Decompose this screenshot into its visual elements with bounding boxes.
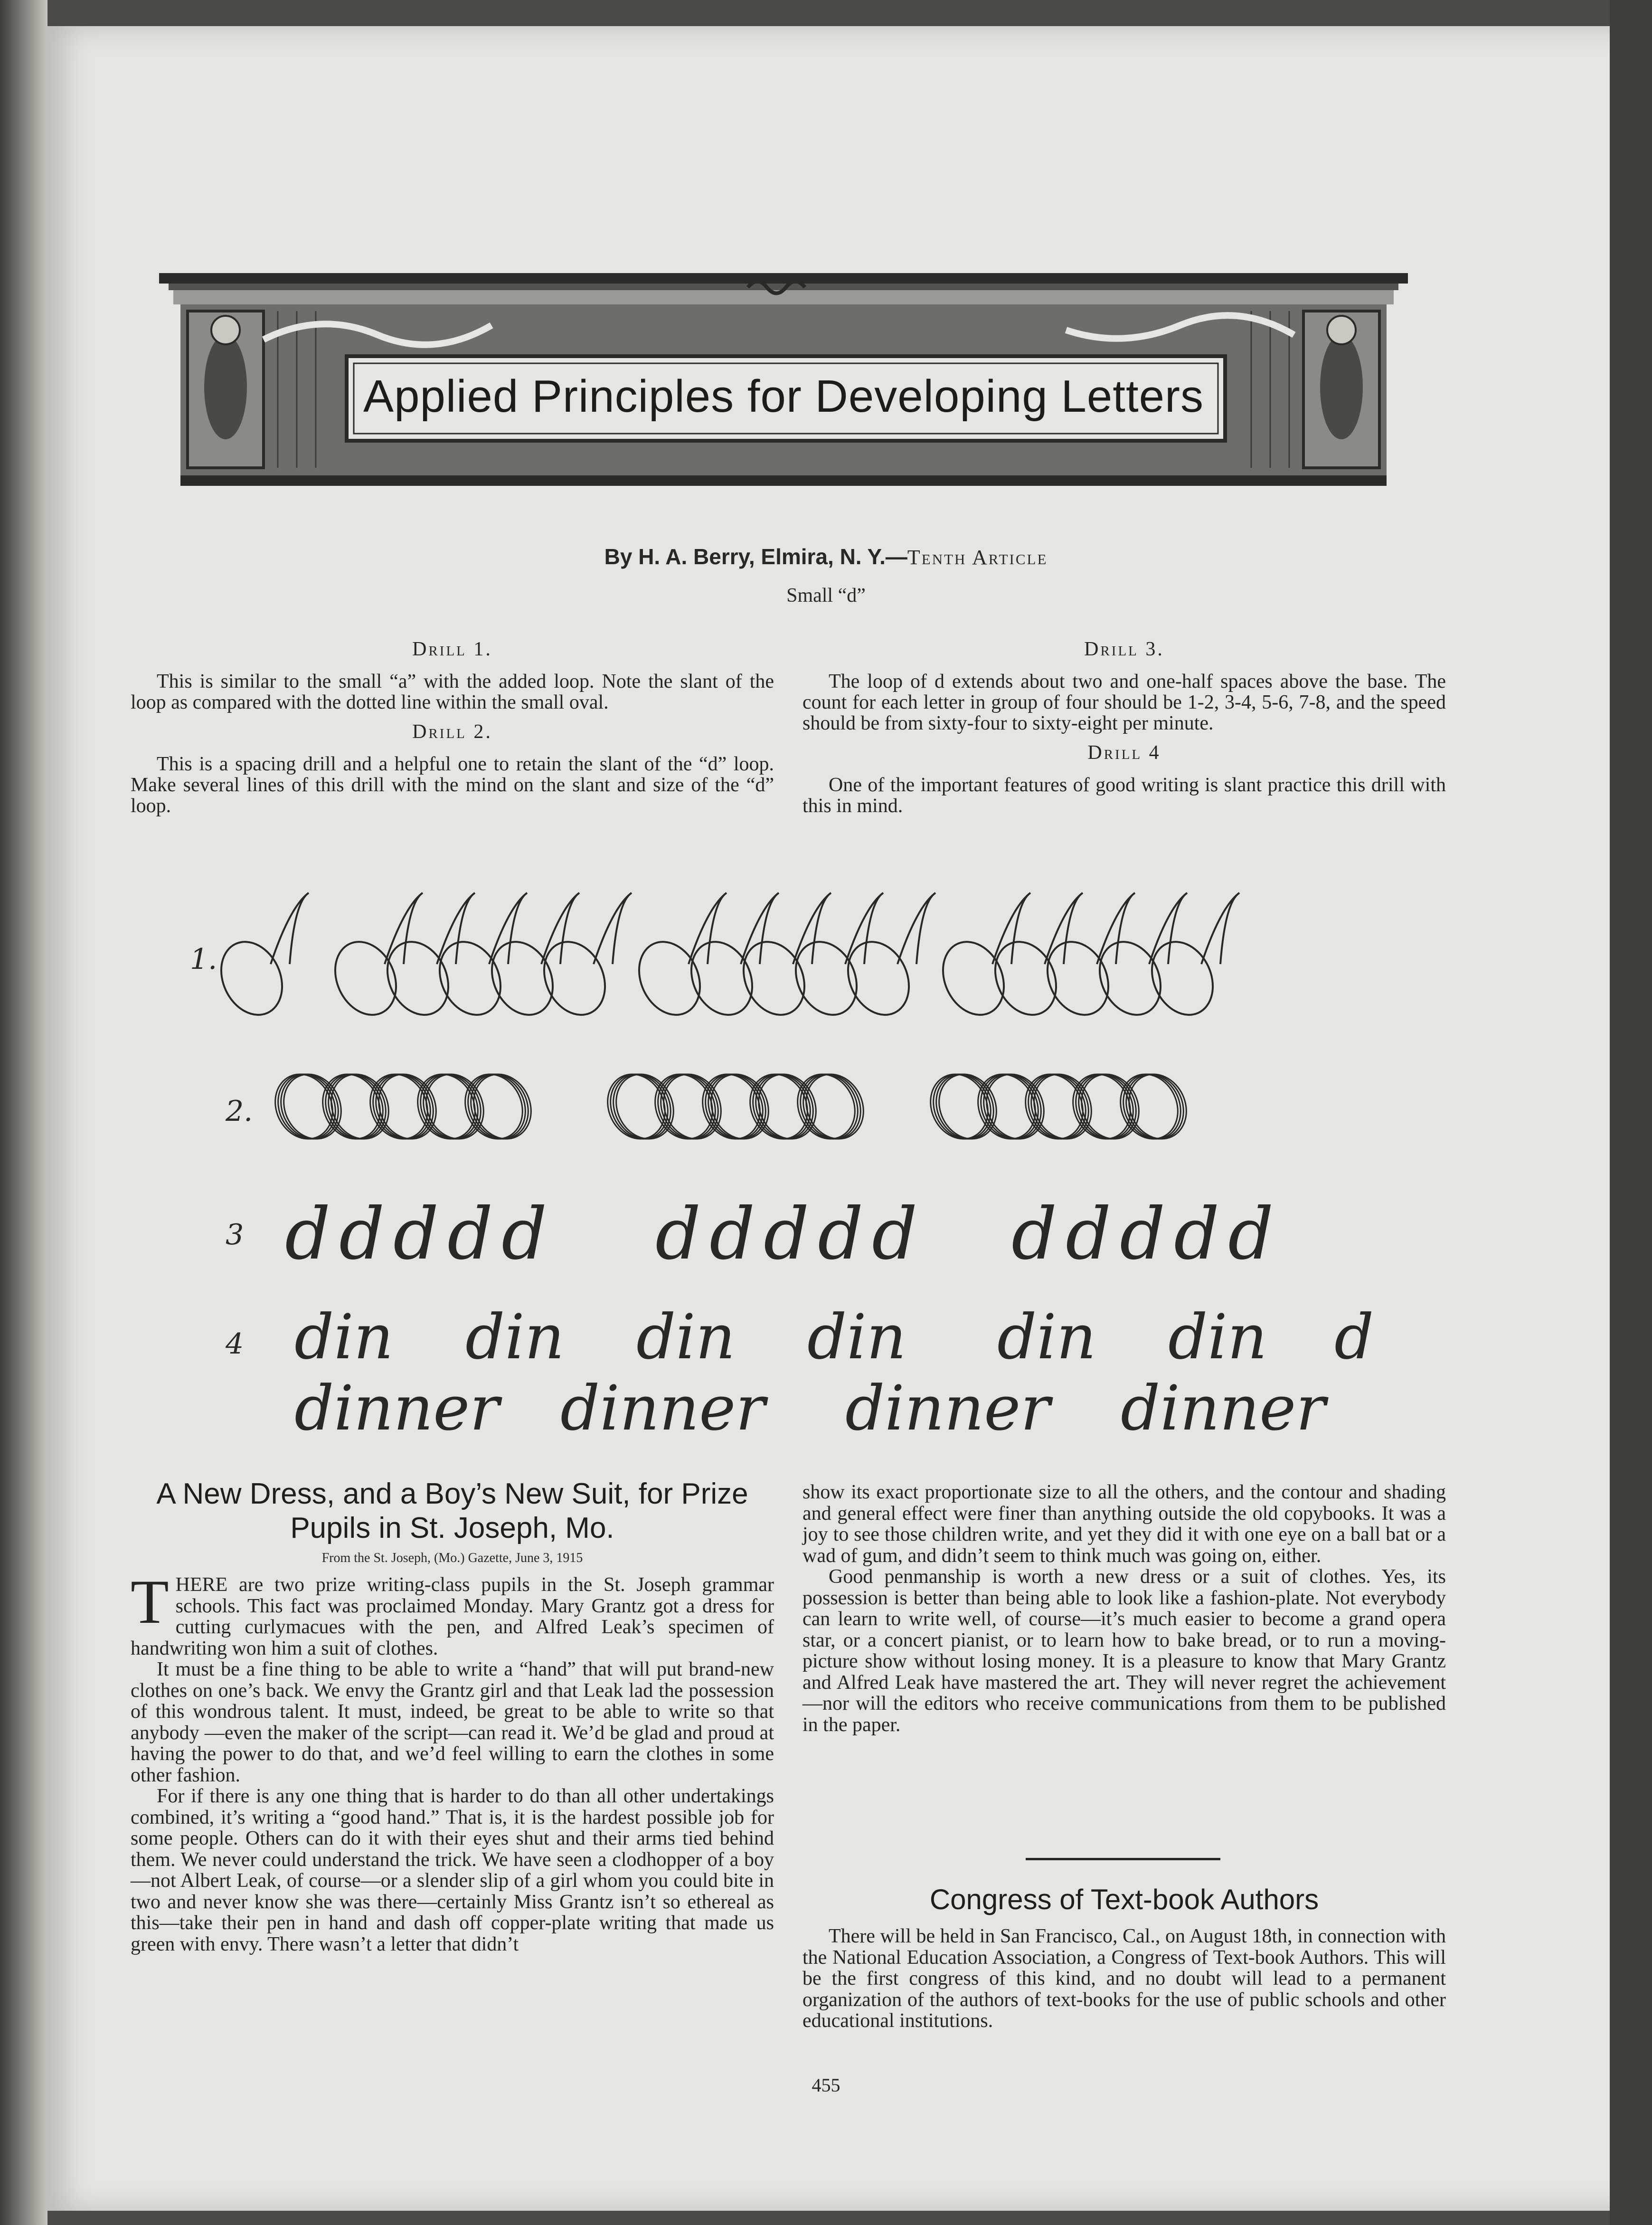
drill-1-loop [385, 893, 423, 964]
drill-1-oval [210, 932, 293, 1025]
book-gutter [0, 0, 47, 2225]
drill-1-loop [897, 893, 935, 964]
drill-4-text: One of the important features of good writing is slant practice this drill with this in mind. [802, 774, 1446, 817]
drill-4-word: din [997, 1301, 1096, 1373]
drill-2-heading: Drill 2. [412, 721, 492, 743]
drill-1-loop [541, 893, 579, 964]
byline [0, 544, 1652, 569]
page-number: 455 [812, 2074, 840, 2096]
drill-1-loop [1149, 893, 1187, 964]
drill-3-group-2: ddddd [655, 1193, 926, 1276]
drill-1-loop [1045, 893, 1083, 964]
series-label: Tenth Article [907, 546, 1048, 569]
article-headline: A New Dress, and a Boy’s New Suit, for Prize Pupils in St. Joseph, Mo. [156, 1477, 748, 1544]
article-title: Applied Principles for Developing Letters [363, 371, 1204, 422]
drill-1-loop [489, 893, 527, 964]
drill-3-heading: Drill 3. [1084, 638, 1164, 660]
drill-1-oval [628, 932, 711, 1025]
drill-1-loop [845, 893, 883, 964]
author: By H. A. Berry, Elmira, N. Y.— [604, 544, 907, 569]
drill-1-text: This is similar to the small “a” with the added loop. Note the slant of the loop as compared with the dotted line within the small oval. [131, 671, 774, 713]
drill-1-oval [932, 932, 1015, 1025]
drill-1-oval [1088, 932, 1172, 1025]
drill-1-label: 1. [190, 943, 217, 976]
drill-4-word: dinner [1121, 1372, 1326, 1439]
drill-2-text: This is a spacing drill and a helpful one to retain the slant of the “d” loop. Make several lines of this drill with the mind on the slant and size of the “d” loop. [131, 753, 774, 817]
article-left-column [131, 1567, 774, 1955]
drill-3-group-1: ddddd [285, 1193, 556, 1276]
drill-1-oval [376, 932, 460, 1025]
drill-4-word: din [1168, 1301, 1267, 1373]
drill-1-heading: Drill 1. [412, 638, 492, 660]
drill-2-oval [600, 1065, 678, 1148]
drill-1-oval [324, 932, 407, 1025]
article-paragraph-3: For if there is any one thing that is harder to do than all other undertakings combined, it’s writing a “good hand.” That is, it is the hardest possible job for some people. Others can do it with their eyes shut and their arms tied behind them. We never could understand the trick. We have seen a clodhopper of a boy—not Albert Leak, of course—or a slender slip of a girl whom you could bite in two and never know she was there—certainly Miss Grantz isn’t so ethereal as this—take their pen in hand and dash off copper-plate writing that made us green with envy. There wasn’t a letter that didn’t [131, 1785, 774, 1955]
drill-4-word: din [636, 1301, 736, 1373]
scan-background-edge [1610, 0, 1652, 2225]
drill-4-word: dinner [845, 1372, 1050, 1439]
penmanship-specimen [180, 883, 1415, 1439]
drill-4-word: dinner [294, 1372, 500, 1439]
article-paragraph-2: It must be a fine thing to be able to write a “hand” that will put brand-new clothes on one’s back. We envy the Grantz girl and that Leak lad the possession of this wondrous talent. It must, indeed, be great to be able to write so that anybody —even the maker of the script—can read it. We’d be glad and proud at having the power to do that, and we’d feel willing to earn the clothes in some other fashion. [131, 1658, 774, 1786]
drill-4-word: din [294, 1301, 394, 1373]
drill-4-label: 4 [226, 1327, 244, 1361]
dropcap: T [131, 1567, 169, 1637]
drill-1-loop [741, 893, 779, 964]
section-divider [1026, 1858, 1220, 1860]
drill-1-loop [437, 893, 475, 964]
drill-2-oval [1116, 1065, 1194, 1148]
drill-1-loop [1097, 893, 1135, 964]
drill-1-oval [481, 932, 564, 1025]
drill-1-oval [732, 932, 816, 1025]
drill-4-word: d [1334, 1301, 1374, 1373]
subtitle: Small “d” [786, 585, 866, 606]
drill-1-oval [1036, 932, 1120, 1025]
drill-2-oval [268, 1065, 346, 1148]
drill-1-loop [594, 893, 632, 964]
drill-4-heading: Drill 4 [1087, 742, 1161, 764]
drills-right-column [802, 639, 1446, 816]
article-paragraph-4: show its exact proportionate size to all the others, and the contour and shading and general effect were finer than anything outside the old copybooks. It was a joy to see those children write, and yet they did it with one eye on a ball bat or a wad of gum, and didn’t seem to think much was going on, either. [802, 1481, 1446, 1567]
congress-column [802, 1926, 1446, 2032]
drill-1-loop [992, 893, 1030, 964]
article-paragraph-1: THERE are two prize writing-class pupils in the St. Joseph grammar schools. This fact was proclaimed Monday. Mary Grantz got a dress for cutting curlymacues with the pen, and Alfred Leak’s specimen of handwriting won him a suit of clothes. [131, 1567, 774, 1659]
drill-1-oval [1141, 932, 1224, 1025]
drill-2-oval [923, 1065, 1001, 1148]
article-paragraph-5: Good penmanship is worth a new dress or a suit of clothes. Yes, its possession is better than being able to look like a fashion-plate. Not everybody can learn to write well, of course—it’s much easier to become a grand opera star, or a concert pianist, or to learn how to bake bread, or to run a moving-picture show without losing money. It is a pleasure to know that Mary Grantz and Alfred Leak have mastered the art. They will never regret the achievement—nor will the editors who receive communications from them to be published in the paper. [802, 1566, 1446, 1736]
congress-text: There will be held in San Francisco, Cal., on August 18th, in connection with the National Education Association, a Congress of Text-book Authors. This will be the first congress of this kind, and no doubt will lead to a permanent organization of the authors of text-books for the use of public schools and other educational institutions. [802, 1925, 1446, 2032]
article-source: From the St. Joseph, (Mo.) Gazette, June 3, 1915 [321, 1551, 583, 1565]
congress-headline: Congress of Text-book Authors [929, 1884, 1319, 1915]
drill-1-oval [533, 932, 616, 1025]
drill-1-oval [784, 932, 868, 1025]
drill-2-oval [461, 1065, 538, 1148]
drill-1-oval [984, 932, 1067, 1025]
drill-1-loop [689, 893, 727, 964]
drill-3-label: 3 [226, 1218, 244, 1251]
drill-3-text: The loop of d extends about two and one-half spaces above the base. The count for each letter in group of four should be 1-2, 3-4, 5-6, 7-8, and the speed should be from sixty-four to sixty-eight per minute. [802, 671, 1446, 734]
drill-1-loop [793, 893, 831, 964]
drill-2-oval [793, 1065, 871, 1148]
drill-3-group-3: ddddd [1011, 1193, 1283, 1276]
drill-1-loop [1201, 893, 1239, 964]
article-right-column [802, 1482, 1446, 1735]
drill-1-loop [271, 893, 309, 964]
drill-2-label: 2. [226, 1095, 253, 1128]
drill-1-oval [428, 932, 512, 1025]
drills-left-column [131, 639, 774, 816]
drill-4-word: din [807, 1301, 906, 1373]
drill-1-oval [680, 932, 764, 1025]
drill-4-word: dinner [560, 1372, 765, 1439]
drill-1-oval [837, 932, 920, 1025]
drill-4-word: din [465, 1301, 565, 1373]
